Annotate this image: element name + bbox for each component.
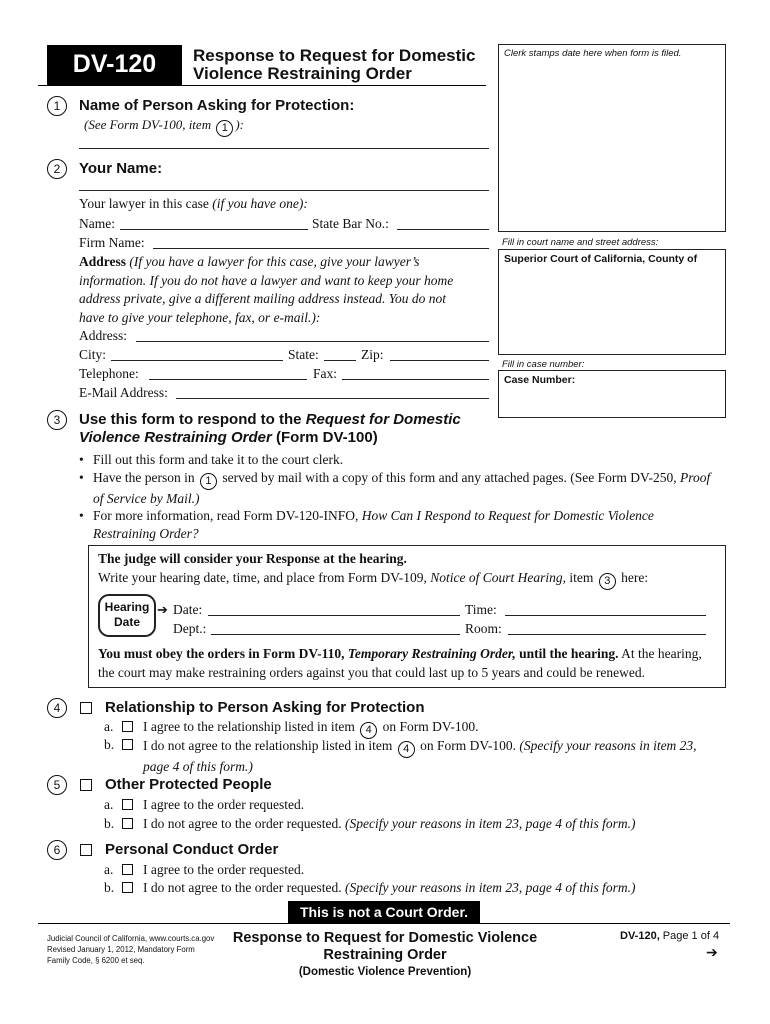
court-name-label: Fill in court name and street address: [502,237,659,248]
header-rule [38,85,486,86]
lawyer-heading: Your lawyer in this case (if you have one): [79,196,308,211]
state-field[interactable] [324,360,356,361]
obey-orders-note: You must obey the orders in Form DV-110, Temporary Restraining Order, until the hearing. At the hearing, the court may make restraining orders against you that could last up to 5 years and could be renewed. [98,646,702,680]
item5-a-text: I agree to the order requested. [143,797,305,812]
item6-title: Personal Conduct Order [105,841,279,858]
item4-title: Relationship to Person Asking for Protection [105,699,425,716]
item-ref-1: 1 [200,473,217,490]
item-number-5: 5 [47,775,67,795]
case-number-label: Fill in case number: [502,359,585,370]
address-field[interactable] [136,341,489,342]
hearing-time-field[interactable] [505,615,706,616]
item-number-4: 4 [47,698,67,718]
item4-a-letter: a. [104,719,114,734]
zip-label: Zip: [361,347,384,362]
hearing-room-field[interactable] [508,634,706,635]
clerk-stamp-label: Clerk stamps date here when form is filed. [504,48,682,59]
state-bar-field[interactable] [397,229,489,230]
item4-b-letter: b. [104,737,115,752]
email-field[interactable] [176,398,489,399]
item6-b-checkbox[interactable] [122,882,133,893]
item4-a-text: I agree to the relationship listed in item 4 on Form DV-100. [143,719,478,739]
state-bar-label: State Bar No.: [312,216,389,231]
city-field[interactable] [111,360,283,361]
clerk-stamp-box [498,44,726,232]
case-number-value: Case Number: [504,374,576,386]
item5-a-checkbox[interactable] [122,799,133,810]
item4-checkbox[interactable] [80,702,92,714]
telephone-label: Telephone: [79,366,139,381]
item4-b-checkbox[interactable] [122,739,133,750]
lawyer-name-label: Name: [79,216,115,231]
hearing-room-label: Room: [465,621,502,636]
form-title-line1: Response to Request for Domestic [193,46,476,65]
write-hearing-instruction: Write your hearing date, time, and place from Form DV-109, Notice of Court Hearing, item 3 here: [98,570,648,590]
telephone-field[interactable] [149,379,307,380]
zip-field[interactable] [390,360,489,361]
item4-a-checkbox[interactable] [122,721,133,732]
protected-person-name-field[interactable] [79,148,489,149]
hearing-badge-line1: Hearing [104,600,150,614]
city-label: City: [79,347,107,362]
item3-title: Use this form to respond to the Request for Domestic Violence Restraining Order (Form DV-100) [79,411,461,446]
item5-b-letter: b. [104,816,115,831]
your-name-field[interactable] [79,190,489,191]
item1-note: (See Form DV-100, item 1 ): [84,117,244,137]
item6-a-text: I agree to the order requested. [143,862,305,877]
footer-rule [38,923,730,924]
item6-b-letter: b. [104,880,115,895]
address-label: Address: [79,328,127,343]
item6-a-checkbox[interactable] [122,864,133,875]
address-instructions: Address (If you have a lawyer for this case, give your lawyer’s information. If you do not have a lawyer and want to keep your home address private, give a different mailing address instead. You do not have to give your telephone, fax, or e-mail.): [79,254,454,326]
fax-field[interactable] [342,379,489,380]
hearing-time-label: Time: [465,602,497,617]
hearing-date-label: Date: [173,602,203,617]
form-title-line2: Violence Restraining Order [193,64,412,83]
arrow-icon: ➔ [157,602,168,617]
item6-checkbox[interactable] [80,844,92,856]
item5-b-text: I do not agree to the order requested. (Specify your reasons in item 23, page 4 of this form.) [143,816,636,831]
item1-title: Name of Person Asking for Protection: [79,97,355,114]
hearing-badge-line2: Date [113,615,140,629]
fax-label: Fax: [313,366,338,381]
email-label: E-Mail Address: [79,385,168,400]
item5-a-letter: a. [104,797,114,812]
item-number-3: 3 [47,410,67,430]
item-number-1: 1 [47,96,67,116]
firm-name-field[interactable] [153,248,489,249]
not-court-order-banner: This is not a Court Order. [288,901,480,923]
item2-title: Your Name: [79,160,163,177]
item-ref-1: 1 [216,120,233,137]
hearing-dept-label: Dept.: [173,621,207,636]
item5-b-checkbox[interactable] [122,818,133,829]
footer-page-number: DV-120, Page 1 of 4 [620,930,720,942]
judge-note: The judge will consider your Response at the hearing. [98,551,407,566]
item5-checkbox[interactable] [80,779,92,791]
next-page-arrow-icon[interactable]: ➔ [706,944,718,960]
hearing-dept-field[interactable] [211,634,460,635]
hearing-date-field[interactable] [208,615,460,616]
item-ref-3: 3 [599,573,616,590]
firm-name-label: Firm Name: [79,235,145,250]
item6-a-letter: a. [104,862,114,877]
item-number-2: 2 [47,159,67,179]
footer-title: Response to Request for Domestic Violence Restraining Order (Domestic Violence Prevention) [232,930,538,978]
item3-bullets: • Fill out this form and take it to the court clerk. • Have the person in 1 served by mail with a copy of this form and any attached pages. (See Form DV-250, Proof of Service by Mail.) • For more information, read Form DV-120-INFO, How Can I Respond to Request for Domestic Violence Restraining Order? [79,452,711,541]
court-name-value: Superior Court of California, County of [504,253,698,265]
item-ref-4: 4 [398,741,415,758]
footer-left: Judicial Council of California, www.courts.ca.gov Revised January 1, 2012, Mandatory Form Family Code, § 6200 et seq. [47,934,215,965]
state-label: State: [288,347,319,362]
item-number-6: 6 [47,840,67,860]
item4-b-text: I do not agree to the relationship listed in item 4 on Form DV-100. (Specify your reasons in item 23, page 4 of this form.) [143,738,697,774]
lawyer-name-field[interactable] [120,229,308,230]
item6-b-text: I do not agree to the order requested. (Specify your reasons in item 23, page 4 of this form.) [143,880,636,895]
item-ref-4: 4 [360,722,377,739]
item5-title: Other Protected People [105,776,272,793]
form-code: DV-120 [72,50,157,78]
